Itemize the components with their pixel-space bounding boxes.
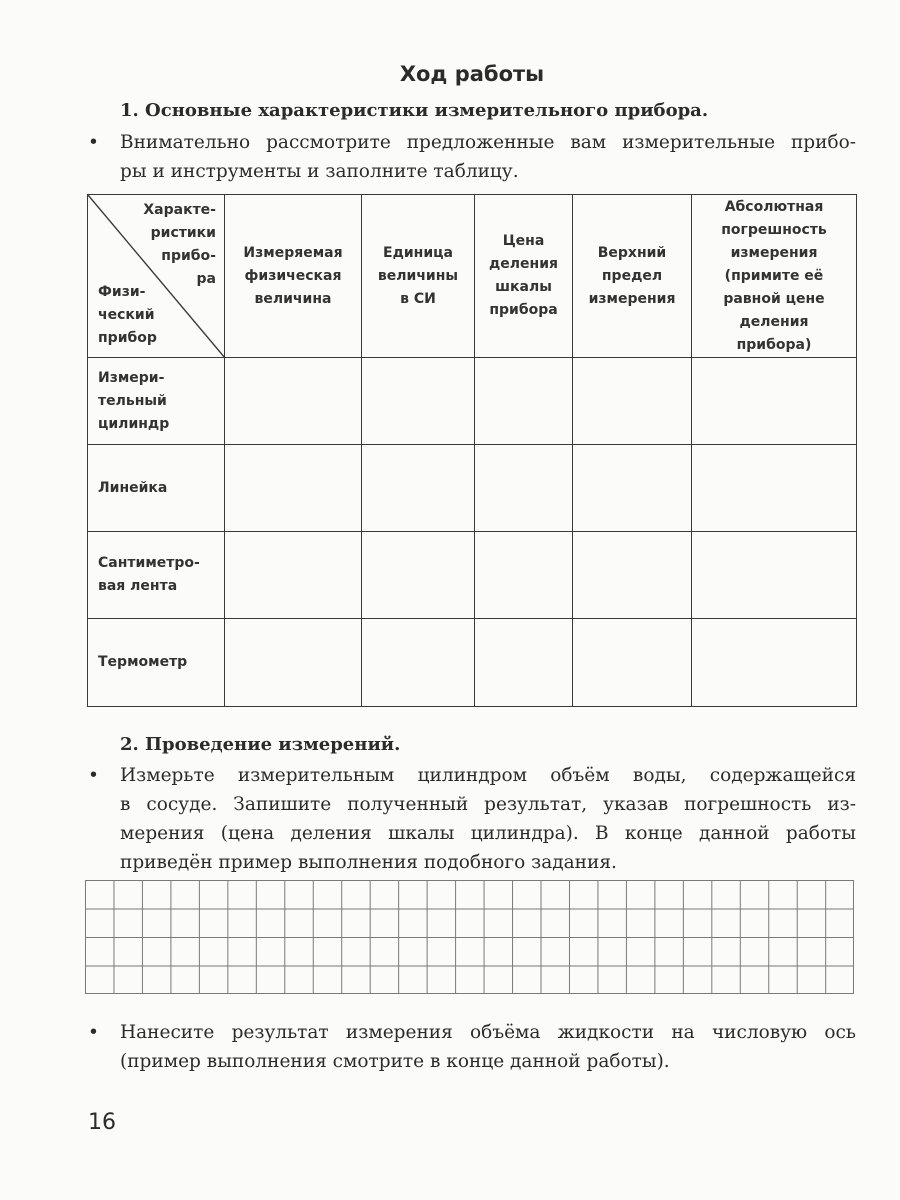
table-cell[interactable] — [573, 532, 692, 619]
table-cell[interactable] — [692, 532, 857, 619]
text-line: мерения (цена деления шкалы цилиндра). В конце данной работы — [120, 823, 856, 844]
page-number: 16 — [88, 1110, 116, 1135]
table-cell[interactable] — [225, 532, 362, 619]
table-cell[interactable] — [362, 619, 475, 707]
table-cell[interactable] — [573, 358, 692, 445]
table-cell[interactable] — [362, 532, 475, 619]
text-line: Внимательно рассмотрите предложенные вам измерительные прибо- — [120, 132, 856, 153]
table-cell[interactable] — [225, 445, 362, 532]
table-cell[interactable] — [692, 445, 857, 532]
table-cell[interactable] — [362, 358, 475, 445]
table-header-row — [88, 195, 857, 358]
table-cell[interactable] — [692, 358, 857, 445]
table-cell[interactable] — [692, 619, 857, 707]
table-row — [88, 532, 857, 619]
row-label-ruler: Линейка — [88, 445, 225, 532]
text-line: ры и инструменты и заполните таблицу. — [120, 161, 519, 182]
table-row — [88, 358, 857, 445]
table-cell[interactable] — [475, 445, 573, 532]
text-line: приведён пример выполнения подобного задания. — [120, 852, 617, 873]
table-corner-cell — [88, 195, 225, 358]
column-header-quantity: Измеряемая физическая величина — [225, 195, 362, 358]
row-label-cylinder: Измери- тельный цилиндр — [88, 358, 225, 445]
table-cell[interactable] — [475, 532, 573, 619]
row-label-tape: Сантиметро- вая лента — [88, 532, 225, 619]
column-header-division-value: Цена деления шкалы прибора — [475, 195, 573, 358]
instrument-table — [87, 194, 857, 707]
corner-label-instrument: Физи- ческий прибор — [98, 284, 157, 346]
column-header-upper-limit: Верхний предел измерения — [573, 195, 692, 358]
column-header-absolute-error: Абсолютная погрешность измерения (примите её равной цене деления прибора) — [692, 195, 857, 358]
table-cell[interactable] — [475, 619, 573, 707]
section-2-heading: 2. Проведение измерений. — [120, 734, 401, 755]
text-line: Измерьте измерительным цилиндром объём воды, содержащейся — [120, 765, 856, 786]
table-cell[interactable] — [225, 358, 362, 445]
corner-label-characteristics: Характе- ристики прибо- ра — [143, 202, 216, 287]
bullet-icon: • — [88, 765, 99, 786]
section-1-instruction — [88, 128, 856, 186]
table-cell[interactable] — [573, 445, 692, 532]
table-cell[interactable] — [475, 358, 573, 445]
section-1-heading: 1. Основные характеристики измерительного прибора. — [120, 100, 709, 121]
text-line: Нанесите результат измерения объёма жидкости на числовую ось — [120, 1022, 856, 1043]
bullet-icon: • — [88, 132, 99, 153]
table-row — [88, 445, 857, 532]
table-cell[interactable] — [225, 619, 362, 707]
text-line: (пример выполнения смотрите в конце данной работы). — [120, 1051, 670, 1072]
page-title: Ход работы — [399, 62, 545, 86]
table-cell[interactable] — [362, 445, 475, 532]
column-header-si-unit: Единица величины в СИ — [362, 195, 475, 358]
row-label-thermometer: Термометр — [88, 619, 225, 707]
bullet-icon: • — [88, 1022, 99, 1043]
text-line: в сосуде. Запишите полученный результат, указав погрешность из- — [120, 794, 856, 815]
section-2-instruction — [88, 761, 856, 877]
table-cell[interactable] — [573, 619, 692, 707]
table-row — [88, 619, 857, 707]
section-3-instruction — [88, 1018, 856, 1076]
answer-grid[interactable] — [85, 880, 854, 994]
